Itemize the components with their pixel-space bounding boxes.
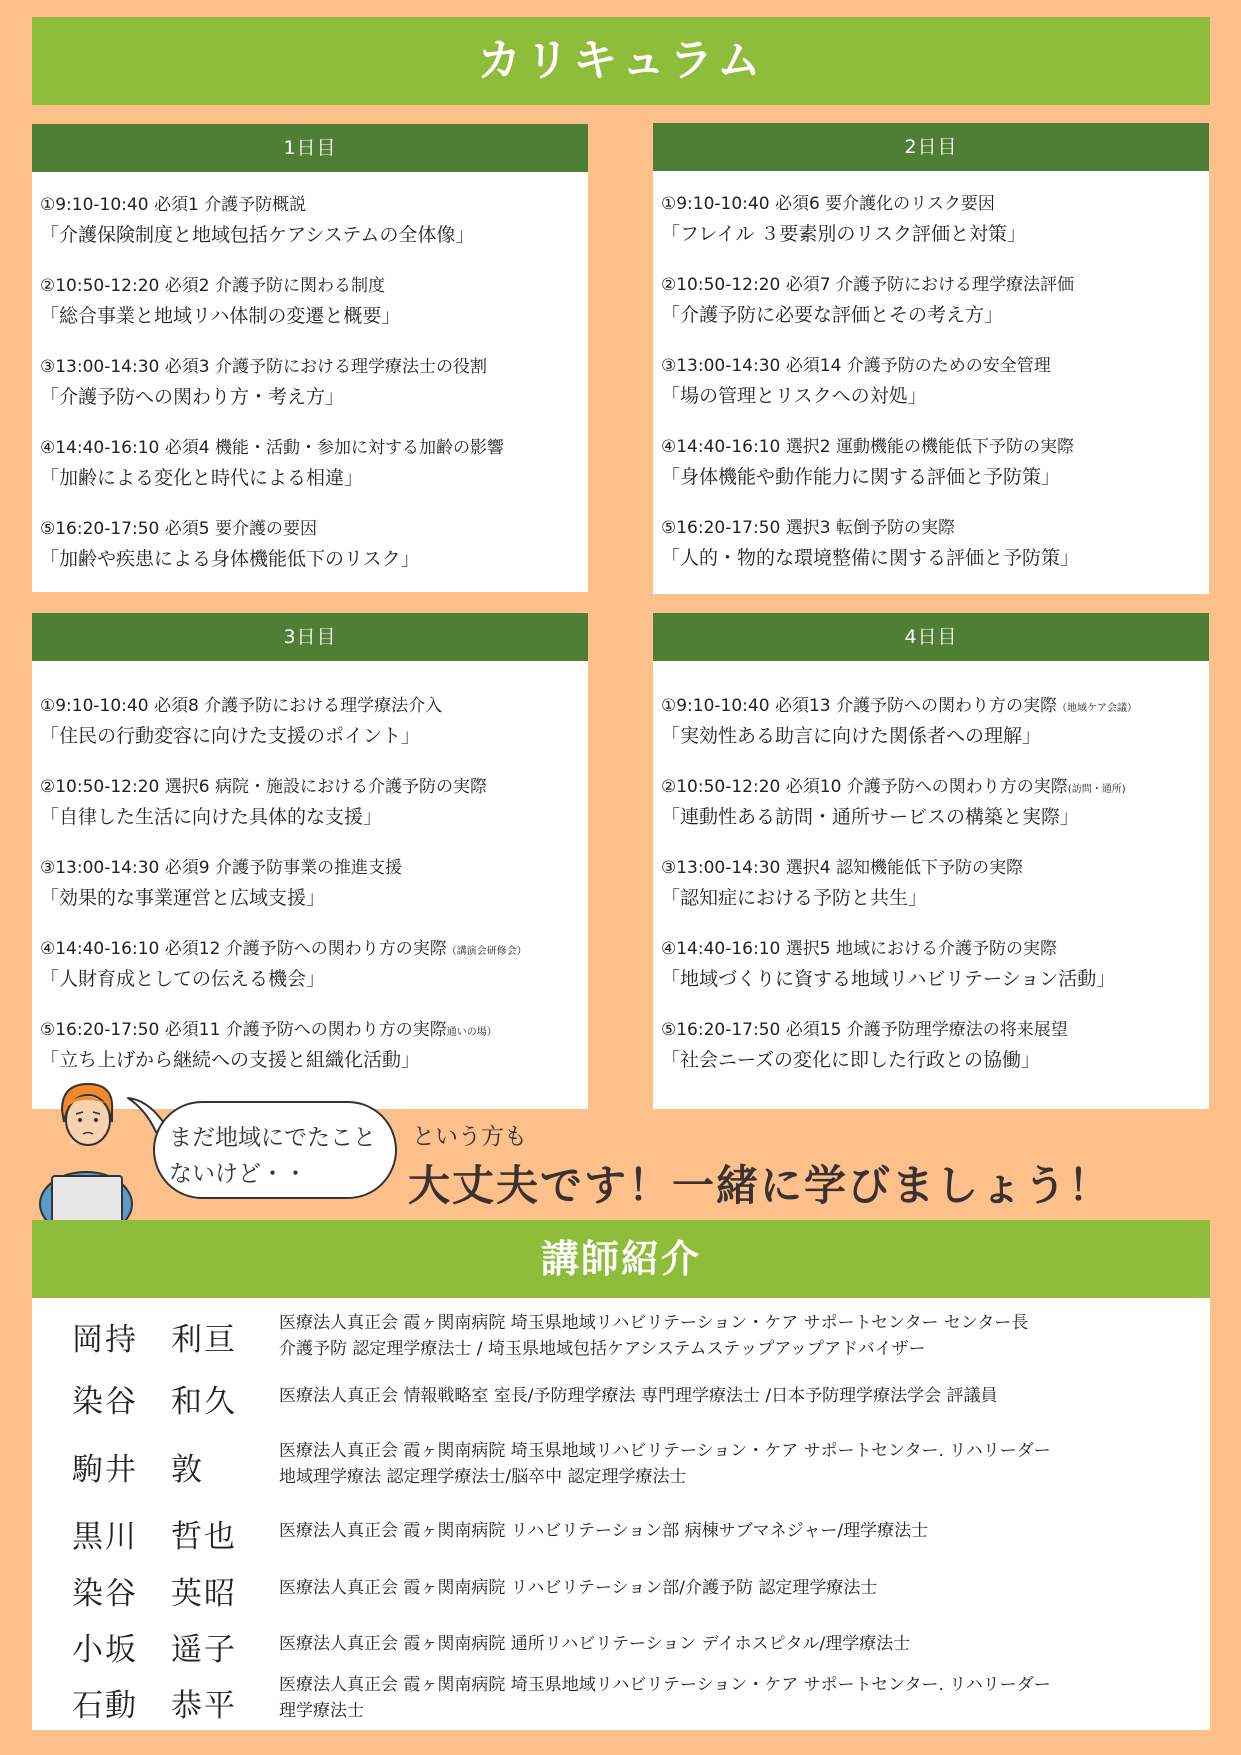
session-title: 「連動性ある訪問・通所サービスの構築と実際」 [661,806,1080,828]
session-title: 「人財育成としての伝える機会」 [40,968,326,990]
session-title: 「介護予防への関わり方・考え方」 [40,386,345,408]
day-card-2 [653,123,1209,594]
lecturer-desc: 医療法人真正会 情報戦略室 室長/予防理学療法 専門理学療法士 /日本予防理学療法学会 評議員 [279,1386,998,1406]
session-title: 「認知症における予防と共生」 [661,887,928,909]
lecturer-desc: 医療法人真正会 霞ヶ関南病院 リハビリテーション部 病棟サブマネジャー/理学療法士 [279,1521,929,1541]
session-meta: ④14:40-16:10 選択2 運動機能の機能低下予防の実際 [661,437,1074,457]
promo-slogan: 大丈夫です！一緒に学びましょう！ [408,1161,1113,1210]
lecturer-name: 染谷 和久 [72,1384,237,1420]
session-meta: ④14:40-16:10 選択5 地域における介護予防の実際 [661,939,1057,959]
session-title: 「総合事業と地域リハ体制の変遷と概要」 [40,305,401,327]
session-meta: ⑤16:20-17:50 必須15 介護予防理学療法の将来展望 [661,1020,1068,1040]
session-item [661,515,1209,596]
session-meta: ③13:00-14:30 必須9 介護予防事業の推進支援 [40,858,402,878]
session-title: 「実効性ある助言に向けた関係者への理解」 [661,725,1042,747]
session-title: 「立ち上げから継続への支援と組織化活動」 [40,1049,421,1071]
lecturer-name: 駒井 敦 [72,1452,204,1488]
session-title: 「効果的な事業運営と広域支援」 [40,887,326,909]
session-title: 「場の管理とリスクへの対処」 [661,385,927,407]
day-card-3 [32,613,588,1109]
session-title: 「地域づくりに資する地域リハビリテーション活動」 [661,968,1116,990]
session-item [661,774,1209,855]
lecturer-name: 染谷 英昭 [72,1576,237,1612]
lecturer-desc: 医療法人真正会 霞ヶ関南病院 リハビリテーション部/介護予防 認定理学療法士 [279,1578,878,1598]
session-title: 「介護保険制度と地域包括ケアシステムの全体像」 [40,224,475,246]
session-meta: ③13:00-14:30 選択4 認知機能低下予防の実際 [661,858,1023,878]
session-title: 「住民の行動変容に向けた支援のポイント」 [40,725,421,747]
session-meta: ⑤16:20-17:50 必須5 要介護の要因 [40,519,317,539]
lecturer-name: 石動 恭平 [72,1688,237,1724]
lecturers-title: 講師紹介 [540,1237,701,1281]
lecturers-title-banner [32,1220,1210,1298]
session-item [40,693,588,774]
session-title: 「介護予防に必要な評価とその考え方」 [661,304,1004,326]
session-item [40,192,588,273]
curriculum-title-banner [32,17,1210,105]
session-meta: ②10:50-12:20 必須2 介護予防に関わる制度 [40,276,385,296]
session-meta: ①9:10-10:40 必須13 介護予防への関わり方の実際（地域ケア会議） [661,696,1137,716]
lecturer-desc: 医療法人真正会 霞ヶ関南病院 埼玉県地域リハビリテーション・ケア サポートセンター センター長 介護予防 認定理学療法士 / 埼玉県地域包括ケアシステムステップアップアドバイザー [279,1313,1029,1359]
session-item [40,855,588,936]
promo-prefix: という方も [412,1124,527,1150]
session-meta: ④14:40-16:10 必須12 介護予防への関わり方の実際（講演会研修会） [40,939,527,959]
lecturer-name: 岡持 利亘 [72,1322,237,1358]
session-meta: ⑤16:20-17:50 必須11 介護予防への関わり方の実際通いの場） [40,1020,497,1040]
session-meta: ④14:40-16:10 必須4 機能・活動・参加に対する加齢の影響 [40,438,504,458]
day-header: 2日目 [653,123,1209,171]
session-item [661,191,1209,272]
session-item [40,435,588,516]
session-title: 「自律した生活に向けた具体的な支援」 [40,806,383,828]
day-card-1 [32,124,588,592]
session-title: 「社会ニーズの変化に即した行政との協働」 [661,1049,1041,1071]
day-header: 3日目 [32,613,588,661]
session-item [40,354,588,435]
lecturers-list [32,1298,1210,1730]
session-title: 「加齢による変化と時代による相違」 [40,467,364,489]
session-meta: ③13:00-14:30 必須14 介護予防のための安全管理 [661,356,1051,376]
lecturer-desc: 医療法人真正会 霞ヶ関南病院 埼玉県地域リハビリテーション・ケア サポートセンター. リハリーダー 理学療法士 [279,1675,1051,1721]
day-header: 4日目 [653,613,1209,661]
session-item [40,516,588,597]
day-header: 1日目 [32,124,588,172]
session-title: 「加齢や疾患による身体機能低下のリスク」 [40,548,420,570]
session-item [40,774,588,855]
session-meta: ②10:50-12:20 必須10 介護予防への関わり方の実際(訪問・通所) [661,777,1126,797]
speech-bubble [153,1101,397,1199]
lecturer-name: 小坂 遥子 [72,1632,237,1668]
session-meta: ②10:50-12:20 必須7 介護予防における理学療法評価 [661,275,1074,295]
session-meta: ①9:10-10:40 必須1 介護予防概説 [40,195,307,215]
person-with-laptop-illustration [36,1080,140,1226]
session-meta: ①9:10-10:40 必須6 要介護化のリスク要因 [661,194,995,214]
lecturer-name: 黒川 哲也 [72,1519,237,1555]
session-title: 「身体機能や動作能力に関する評価と予防策」 [661,466,1061,488]
session-meta: ②10:50-12:20 選択6 病院・施設における介護予防の実際 [40,777,487,797]
curriculum-title: カリキュラム [477,35,765,86]
lecturer-desc: 医療法人真正会 霞ヶ関南病院 通所リハビリテーション デイホスピタル/理学療法士 [279,1634,911,1654]
session-item [661,272,1209,353]
session-item [661,693,1209,774]
session-item [661,855,1209,936]
bubble-line: まだ地域にでたこと [169,1125,376,1151]
bubble-line: ないけど・・ [169,1161,307,1187]
session-title: 「人的・物的な環境整備に関する評価と予防策」 [661,547,1080,569]
session-item [661,434,1209,515]
session-item [661,936,1209,1017]
session-title: 「フレイル ３要素別のリスク評価と対策」 [661,223,1026,245]
lecturer-desc: 医療法人真正会 霞ヶ関南病院 埼玉県地域リハビリテーション・ケア サポートセンター. リハリーダー 地域理学療法 認定理学療法士/脳卒中 認定理学療法士 [279,1441,1051,1487]
session-meta: ①9:10-10:40 必須8 介護予防における理学療法介入 [40,696,443,716]
session-item [661,1017,1209,1098]
day-card-4 [653,613,1209,1109]
session-item [40,936,588,1017]
session-meta: ③13:00-14:30 必須3 介護予防における理学療法士の役割 [40,357,487,377]
session-item [661,353,1209,434]
session-item [40,273,588,354]
session-meta: ⑤16:20-17:50 選択3 転倒予防の実際 [661,518,955,538]
